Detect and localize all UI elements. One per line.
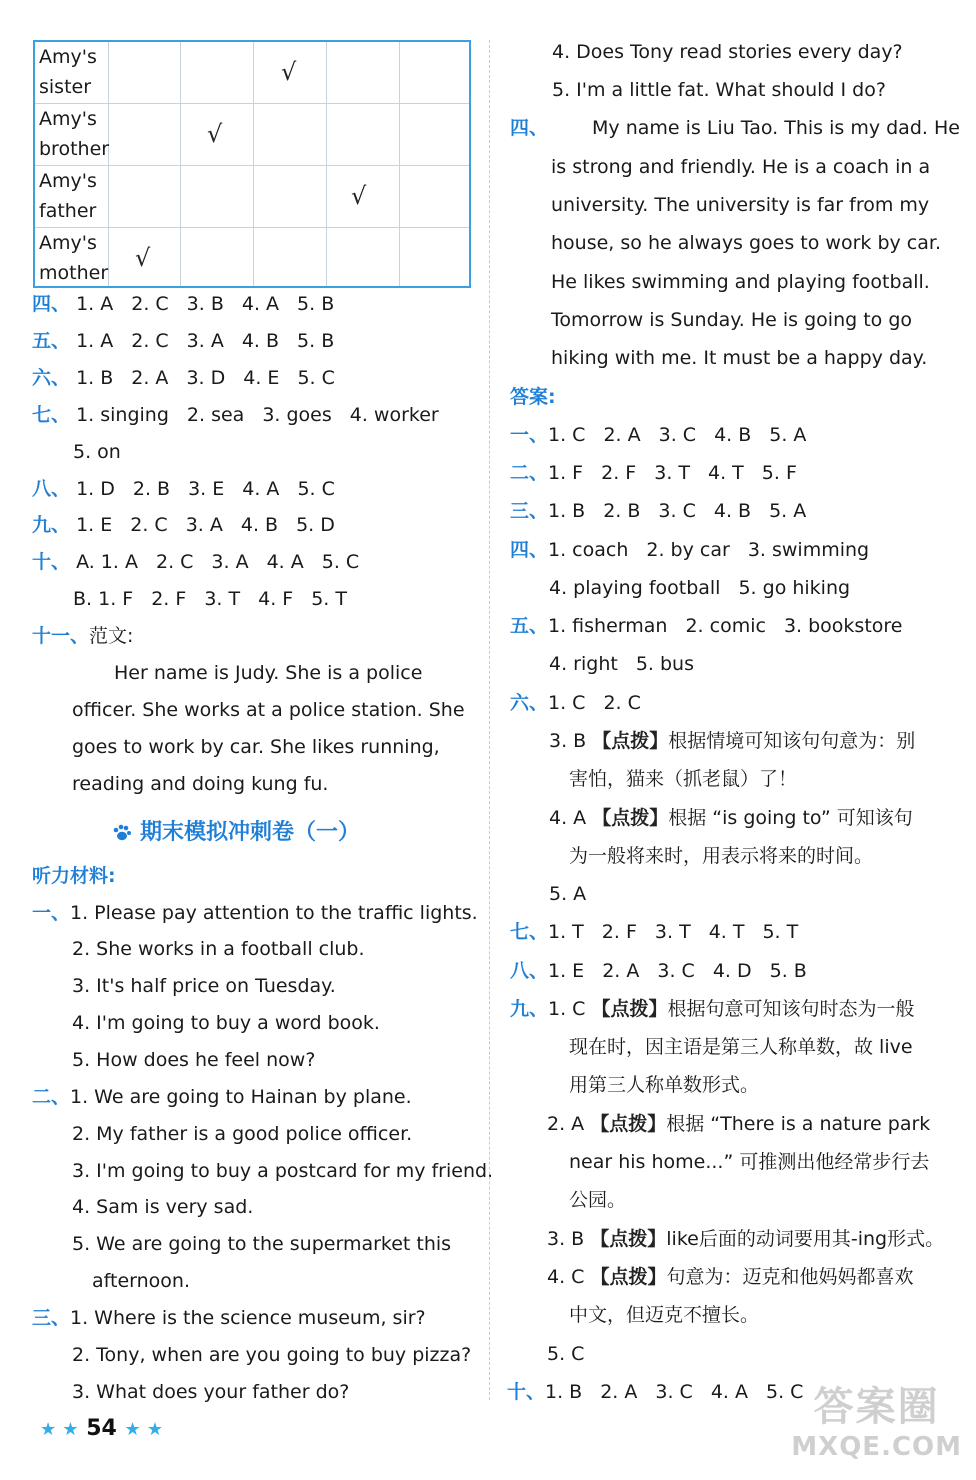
listening-line: 5. How does he feel now? — [72, 1049, 316, 1071]
section-title: 期末模拟冲刺卷（一） — [112, 815, 360, 846]
star-icon: ★ ★ — [124, 1419, 164, 1440]
listening-line: 3. It's half price on Tuesday. — [72, 975, 336, 997]
answer-explain: 用第三人称单数形式。 — [569, 1074, 760, 1096]
essay-line: reading and doing kung fu. — [72, 773, 329, 795]
paw-icon — [112, 824, 132, 842]
answer-row: 4. playing football 5. go hiking — [549, 577, 851, 599]
answer-row: 一、1. C 2. A 3. C 4. B 5. A — [510, 424, 807, 446]
listening-2: 二、1. We are going to Hainan by plane. — [32, 1086, 412, 1108]
listening-line: 2. She works in a football club. — [72, 938, 365, 960]
passage-line: is strong and friendly. He is a coach in a — [551, 156, 931, 178]
answer-row: 4. right 5. bus — [549, 653, 694, 675]
passage-line: university. The university is far from my — [551, 194, 930, 216]
watermark-logo: 答案圈 MXQE.COM — [791, 1384, 962, 1462]
answer-row-6: 六、 1. B 2. A 3. D 4. E 5. C — [32, 367, 335, 389]
answer-row-4: 四、 1. A 2. C 3. B 4. A 5. B — [32, 293, 335, 315]
answer-explain: 现在时，因主语是第三人称单数，故 live — [569, 1036, 913, 1058]
passage-line: Tomorrow is Sunday. He is going to go — [551, 309, 913, 331]
answer-explain: 2. A 【点拨】根据 “There is a nature park — [547, 1113, 931, 1135]
answer-explain: 5. A — [549, 883, 587, 905]
check-mark: √ — [281, 58, 297, 86]
essay-line: officer. She works at a police station. She — [72, 699, 465, 721]
answer-explain: 公园。 — [569, 1189, 627, 1211]
answer-row-10b: B. 1. F 2. F 3. T 4. F 5. T — [73, 588, 347, 610]
answer-row: 六、1. C 2. C — [510, 692, 641, 714]
column-divider — [489, 40, 490, 1400]
listening-line: 2. My father is a good police officer. — [72, 1123, 413, 1145]
answer-explain: 3. B 【点拨】根据情境可知该句句意为：别 — [549, 730, 916, 752]
answer-explain: near his home...” 可推测出他经常步行去 — [569, 1151, 930, 1173]
listening-line: 3. I'm going to buy a postcard for my friend. — [72, 1160, 494, 1182]
passage-line: He likes swimming and playing football. — [551, 271, 930, 293]
listening-line: 5. I'm a little fat. What should I do? — [552, 79, 886, 101]
listening-line: 5. We are going to the supermarket this — [72, 1233, 452, 1255]
answer-row: 四、1. coach 2. by car 3. swimming — [510, 539, 870, 561]
listening-line: afternoon. — [92, 1270, 190, 1292]
answer-row-11: 十一、范文: — [32, 625, 134, 647]
answer-row: 七、1. T 2. F 3. T 4. T 5. T — [510, 921, 799, 943]
check-mark: √ — [351, 182, 367, 210]
answer-explain: 为一般将来时，用表示将来的时间。 — [569, 845, 874, 867]
answer-row: 二、1. F 2. F 3. T 4. T 5. F — [510, 462, 797, 484]
passage-line: hiking with me. It must be a happy day. — [551, 347, 928, 369]
answer-row: 十、1. B 2. A 3. C 4. A 5. C — [507, 1381, 804, 1403]
answer-row: 三、1. B 2. B 3. C 4. B 5. A — [510, 500, 807, 522]
answer-row: 八、1. E 2. A 3. C 4. D 5. B — [510, 960, 807, 982]
answer-explain: 害怕，猫来（抓老鼠）了！ — [569, 768, 798, 790]
row-label: Amy's sister — [39, 46, 97, 98]
answers-label: 答案: — [510, 386, 556, 408]
row-label: Amy's brother — [39, 108, 110, 160]
answer-explain: 5. C — [547, 1343, 585, 1365]
answer-row-8: 八、 1. D 2. B 3. E 4. A 5. C — [32, 478, 335, 500]
answer-explain: 九、1. C 【点拨】根据句意可知该句时态为一般 — [510, 998, 915, 1020]
passage-line: 四、 My name is Liu Tao. This is my dad. He — [510, 117, 960, 139]
page-number: ★ ★ 54 ★ ★ — [40, 1416, 164, 1441]
row-label: Amy's father — [39, 170, 97, 222]
listening-line: 4. Sam is very sad. — [72, 1196, 254, 1218]
essay-line: Her name is Judy. She is a police — [114, 662, 423, 684]
listening-line: 4. I'm going to buy a word book. — [72, 1012, 380, 1034]
answer-row: 五、1. fisherman 2. comic 3. bookstore — [510, 615, 903, 637]
answer-explain: 4. A 【点拨】根据 “is going to” 可知该句 — [549, 807, 913, 829]
check-mark: √ — [207, 120, 223, 148]
answer-explain: 3. B 【点拨】like后面的动词要用其-ing形式。 — [547, 1228, 945, 1250]
answer-row-9: 九、 1. E 2. C 3. A 4. B 5. D — [32, 514, 335, 536]
listening-line: 4. Does Tony read stories every day? — [552, 41, 903, 63]
essay-line: goes to work by car. She likes running, — [72, 736, 440, 758]
listening-label: 听力材料: — [32, 865, 116, 887]
answer-row-5: 五、 1. A 2. C 3. A 4. B 5. B — [32, 330, 335, 352]
passage-line: house, so he always goes to work by car. — [551, 232, 941, 254]
listening-line: 3. What does your father do? — [72, 1381, 350, 1403]
answer-row-10a: 十、 A. 1. A 2. C 3. A 4. A 5. C — [32, 551, 360, 573]
row-label: Amy's mother — [39, 232, 109, 284]
star-icon: ★ ★ — [40, 1419, 79, 1440]
answer-row-7: 七、 1. singing 2. sea 3. goes 4. worker — [32, 404, 439, 426]
check-table — [33, 40, 471, 288]
check-mark: √ — [135, 244, 151, 272]
answer-explain: 中文，但迈克不擅长。 — [569, 1304, 760, 1326]
listening-3: 三、1. Where is the science museum, sir? — [32, 1307, 426, 1329]
answer-row-7-cont: 5. on — [73, 441, 121, 463]
listening-1: 一、1. Please pay attention to the traffic lights. — [32, 902, 478, 924]
listening-line: 2. Tony, when are you going to buy pizza? — [72, 1344, 472, 1366]
answer-explain: 4. C 【点拨】句意为：迈克和他妈妈都喜欢 — [547, 1266, 914, 1288]
